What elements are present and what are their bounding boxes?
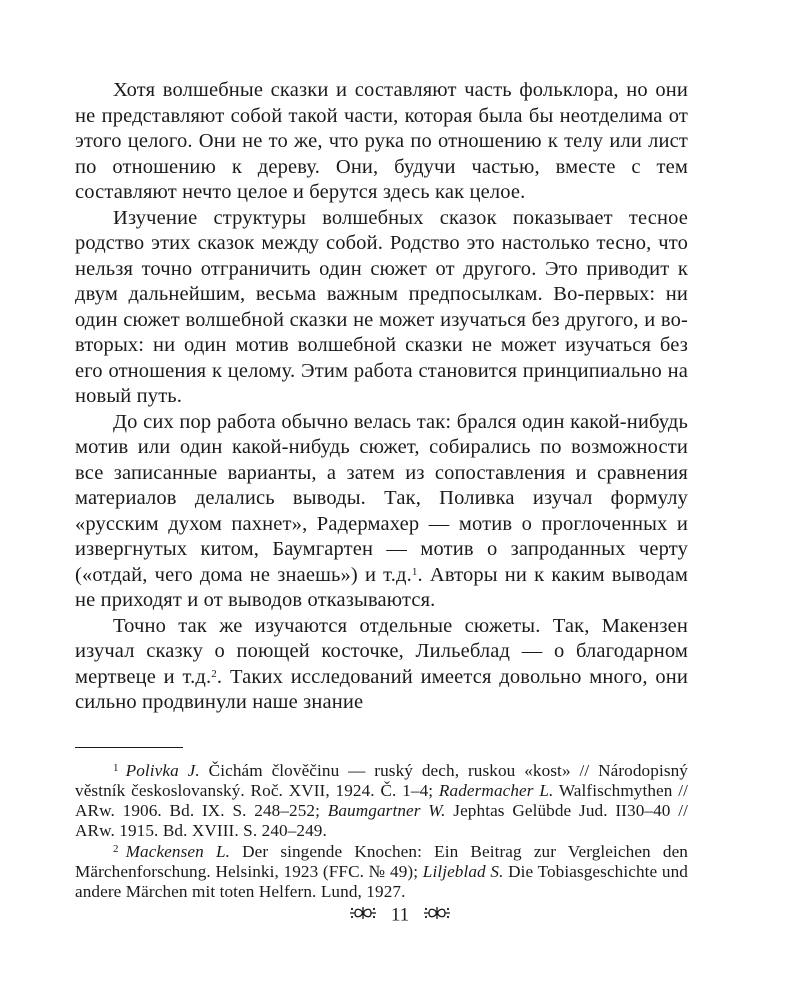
paragraph xyxy=(75,614,688,716)
paragraph-text: Точно так же изучаются отдельные сюжеты. Так, Макензен изучал сказку о поющей косточке, Лильеблад — о благодарном мертвеце и т.д. xyxy=(75,614,688,688)
footnote-text: Die Tobiasgeschichte und andere Märchen mit toten Helfern. Lund, 1927. xyxy=(75,861,688,902)
paragraph-text: . Авторы ни к каким выводам не приходят и от выводов отказываются. xyxy=(75,563,689,611)
footnote-text: Čichám člověčinu — ruský dech, ruskou «kost» // Národopisný věstník českoslovanský. Roč. XVII, 1924. Č. 1–4; xyxy=(75,760,688,800)
page-number: 11 xyxy=(390,904,410,926)
paragraph-text: . Таких исследований имеется довольно много, они сильно продвинули наше знание xyxy=(75,665,688,713)
footnote-author: Mackensen L. xyxy=(125,841,230,861)
floral-ornament-icon xyxy=(349,905,377,927)
paragraph: Изучение структуры волшебных сказок показывает тесное родство этих сказок между собой. Родство это настолько тесно, что нельзя точно отграничить один сюжет от другого. Это приводит к двум дальнейшим, весьма важным предпосылкам. Во-первых: ни один сюжет волшебной сказки не может изучаться без другого, и во-вторых: ни один мотив волшебной сказки не может изучаться без его отношения к целому. Этим работа становится принципиально на новый путь. xyxy=(75,206,688,407)
footnote-ref[interactable]: 1 xyxy=(411,565,418,578)
footnote-author: Polivka J. xyxy=(125,760,200,780)
floral-ornament-icon xyxy=(423,905,451,927)
footnote-text: Jephtas Gelübde Jud. II30–40 // ARw. 1915. Bd. XVIII. S. 240–249. xyxy=(75,801,688,841)
footnote-author: Radermacher L. xyxy=(438,780,554,800)
footnote xyxy=(75,842,688,903)
footnote xyxy=(75,761,688,842)
footnote-text: Der singende Knochen: Ein Beitrag zur Vergleichen den Märchenforschung. Helsinki, 1923 (FFC. № 49); xyxy=(75,841,688,881)
paragraph xyxy=(75,410,688,614)
footnote-author: Baumgartner W. xyxy=(327,801,446,821)
footnote-divider xyxy=(75,747,183,748)
footnote-number: 2 xyxy=(113,842,119,855)
page-body xyxy=(75,78,688,903)
footnote-text: Walfischmythen // ARw. 1906. Bd. IX. S. 248–252; xyxy=(75,780,688,821)
footnote-author: Liljeblad S. xyxy=(422,861,504,881)
footnote-number: 1 xyxy=(113,761,119,774)
paragraph: Хотя волшебные сказки и составляют часть фольклора, но они не представляют собой такой части, которая была бы неотделима от этого целого. Они не то же, что рука по отношению к телу или лист по отношению к дереву. Они, будучи частью, вместе с тем составляют нечто целое и берутся здесь как целое. xyxy=(75,79,688,203)
page-footer xyxy=(0,904,800,927)
footnote-ref[interactable]: 2 xyxy=(211,667,217,680)
paragraph-text: До сих пор работа обычно велась так: брался один какой-нибудь мотив или один какой-нибудь сюжет, собирались по возможности все записанные варианты, а затем из сопоставления и сравнения материалов делались выводы. Так, Поливка изучал формулу «русским духом пахнет», Радермахер — мотив о проглоченных и извергнутых китом, Баумгартен — мотив о запроданных черту («отдай, чего дома не знаешь») и т.д. xyxy=(75,410,688,586)
